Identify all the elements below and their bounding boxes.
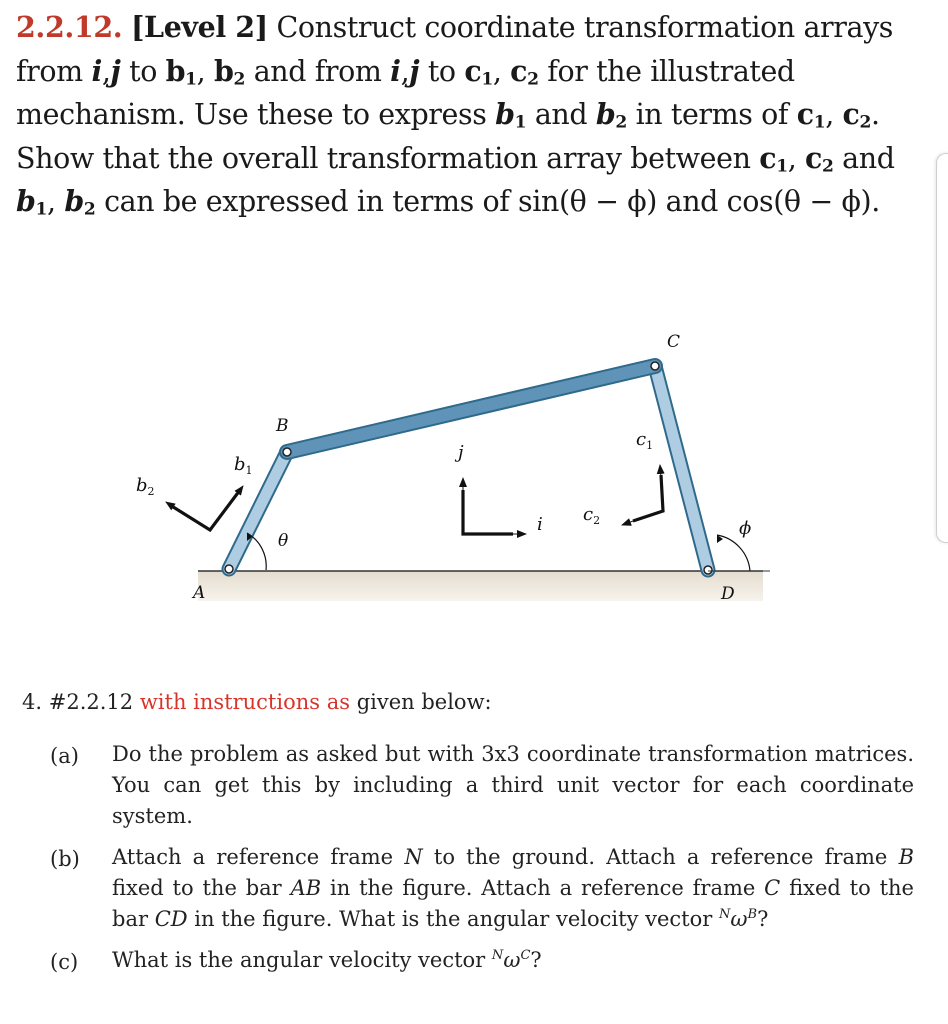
label-theta: θ	[278, 531, 289, 551]
item-label: (b)	[50, 847, 80, 871]
vec-c1: $c_1$	[464, 53, 493, 89]
vec-j: j	[409, 53, 420, 88]
problem-text-4: to	[427, 54, 456, 88]
label-i: i	[537, 514, 543, 535]
item-text: Attach a reference frame N to the ground. Attach a reference frame B fixed to the bar AB in the figure. Attach a reference frame C fixed to the bar CD in the figure. What is the angular velocity vector $^N\omega^B$?	[112, 845, 914, 931]
vec-i: i	[91, 53, 102, 88]
comma: ,	[101, 54, 111, 88]
label-a: A	[193, 583, 206, 603]
pin-d	[704, 566, 712, 574]
vec-c2: $c_2$	[510, 53, 539, 89]
bar-cd	[655, 366, 708, 570]
label-b2: $b_2$	[136, 475, 155, 498]
b-frame-vectors	[170, 490, 240, 530]
pin-b	[283, 448, 291, 456]
item-text: What is the angular velocity vector $^N\omega^C$?	[112, 948, 542, 972]
problem-text-5: for the illustrated mechanism. Use these to express	[16, 54, 795, 131]
label-j: j	[458, 442, 464, 463]
problem-number: 2.2.12.	[16, 10, 123, 44]
label-b: B	[276, 416, 289, 436]
mechanism-figure	[0, 300, 948, 630]
vec-i: i	[390, 53, 401, 88]
label-b1: $b_1$	[234, 454, 253, 477]
list-item	[22, 842, 922, 935]
vec-c1: $c_1$	[759, 140, 788, 176]
label-c2: $c_2$	[583, 504, 601, 527]
b1-arrow	[235, 486, 243, 497]
assignment-red-text: with instructions as	[139, 690, 350, 714]
pin-c	[651, 362, 659, 370]
assignment-number: 4.	[22, 690, 43, 714]
ground	[198, 571, 763, 601]
problem-text-10: can be expressed in terms of sin(θ − ϕ) and cos(θ − ϕ).	[104, 185, 880, 218]
problem-text-1: Construct coordinate transformation arrays from	[16, 11, 894, 88]
comma: ,	[400, 54, 410, 88]
phi-arc	[717, 535, 750, 571]
label-d: D	[721, 584, 735, 604]
problem-statement: 2.2.12. [Level 2] Construct coordinate transformation arrays from i,j to $b_1$, $b_2$ and from i,j to $c_1$, $c_2$ for the illustrated mechanism. Use these to express $b_1$ and $b_2$ in terms of $c_1$, $c_2$. Show that the overall transformation array between $c_1$, $c_2$ and $b_1$, $b_2$ can be expressed in terms of sin(θ − ϕ) and cos(θ − ϕ).	[16, 10, 895, 220]
vec-c1: $c_1$	[796, 97, 826, 133]
assignment-section	[22, 685, 922, 989]
vec-b2: $b_2$	[595, 97, 627, 133]
list-item	[22, 945, 922, 979]
vec-b1: $b_1$	[16, 184, 48, 220]
item-text: Do the problem as asked but with 3x3 coordinate transformation matrices. You can get this by including a third unit vector for each coordinate system.	[112, 742, 914, 828]
c2-arrow	[622, 520, 636, 525]
problem-text-2: to	[129, 54, 157, 88]
b2-arrow	[166, 502, 178, 510]
problem-text-3: and from	[253, 54, 382, 88]
vec-j: j	[110, 53, 121, 88]
item-label: (a)	[50, 744, 79, 768]
vec-b2: $b_2$	[213, 53, 246, 89]
problem-level: [Level 2]	[130, 10, 268, 44]
problem-text-6: and	[534, 98, 588, 131]
assignment-heading-rest: given below:	[356, 690, 492, 714]
vec-b2: $b_2$	[64, 184, 96, 220]
list-item	[22, 739, 922, 832]
vec-c2: $c_2$	[842, 97, 872, 133]
label-c: C	[667, 332, 681, 352]
vec-c2: $c_2$	[805, 140, 834, 176]
label-c1: $c_1$	[636, 429, 654, 452]
c-frame-vectors	[633, 475, 663, 521]
label-phi: ϕ	[739, 518, 752, 539]
vec-b1: $b_1$	[165, 53, 197, 89]
problem-text-9: and	[842, 141, 895, 175]
problem-text-8: . Show that the overall transformation array between	[16, 98, 880, 175]
bar-bc	[287, 366, 655, 452]
ij-frame-vectors	[463, 490, 513, 534]
assignment-heading	[22, 685, 922, 719]
assignment-ref: #2.2.12	[48, 690, 134, 714]
pin-a	[225, 565, 233, 573]
problem-text-7: in terms of	[635, 98, 789, 131]
vec-b1: $b_1$	[495, 97, 527, 133]
item-label: (c)	[50, 950, 79, 974]
